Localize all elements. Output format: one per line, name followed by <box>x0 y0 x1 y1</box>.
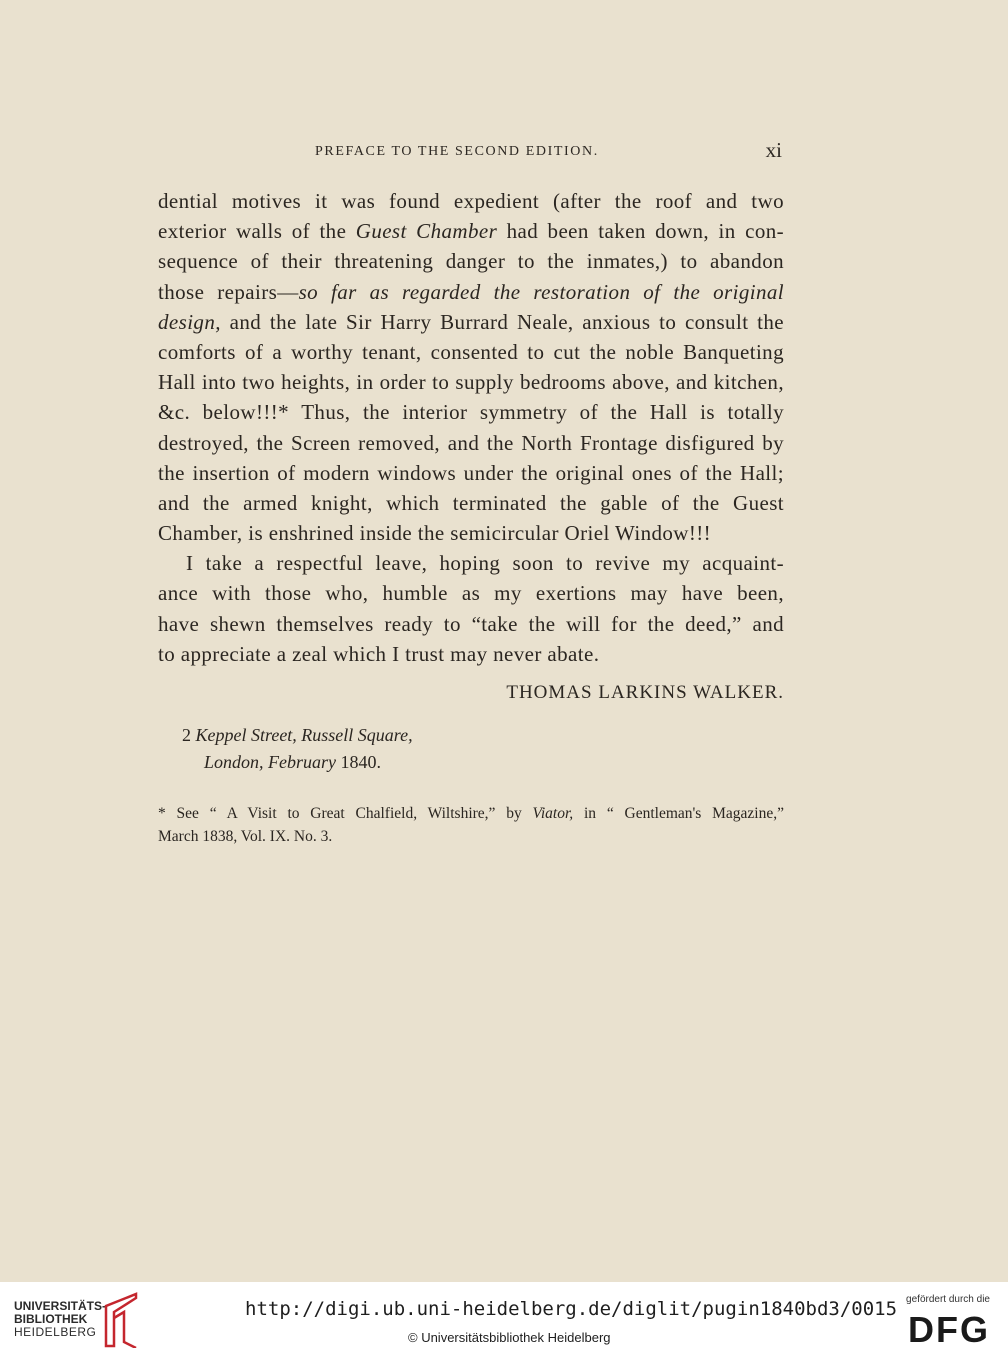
permalink-url[interactable]: http://digi.ub.uni-heidelberg.de/diglit/pugin1840bd3/0015 <box>245 1298 898 1320</box>
author-signature: THOMAS LARKINS WALKER. <box>506 682 784 703</box>
page-number: xi <box>765 138 782 162</box>
funding-note: gefördert durch die <box>906 1294 990 1305</box>
body-text <box>158 186 784 669</box>
dfg-logo: DFG <box>908 1309 990 1350</box>
emphasis: design, <box>158 309 221 334</box>
emphasis: so far as regarded the restoration of the original <box>298 279 784 304</box>
text-line: those repairs—so far as regarded the restoration of the original <box>158 279 784 304</box>
running-head-title: PREFACE TO THE SECOND EDITION. <box>315 144 599 159</box>
text-line: exterior walls of the Guest Chamber had been taken down, in con- <box>158 219 785 244</box>
text-line: &c. below!!!* Thus, the interior symmetry of the Hall is totally <box>158 400 784 425</box>
text-line: I take a respectful leave, hoping soon to revive my acquaint- <box>186 551 784 576</box>
footer-bar <box>0 1282 1008 1358</box>
library-mark-icon <box>102 1292 140 1348</box>
text-line: sequence of their threatening danger to the inmates,) to abandon <box>158 249 784 274</box>
text-line: and the armed knight, which terminated the gable of the Guest <box>158 490 784 515</box>
funder-logo[interactable] <box>890 1294 990 1354</box>
text-line: Chamber, is enshrined inside the semicircular Oriel Window!!! <box>158 521 712 546</box>
text-line: Hall into two heights, in order to supply bedrooms above, and kitchen, <box>158 370 784 395</box>
text-line: have shewn themselves ready to “take the will for the deed,” and <box>158 611 784 636</box>
text-line: comforts of a worthy tenant, consented to cut the noble Banqueting <box>158 339 784 364</box>
text-line: design, and the late Sir Harry Burrard Neale, anxious to consult the <box>158 309 784 334</box>
address-dateline: 2 Keppel Street, Russell Square, London, February 1840. <box>182 725 413 772</box>
text-line: to appreciate a zeal which I trust may never abate. <box>158 641 600 666</box>
emphasis: Guest Chamber <box>355 219 498 244</box>
library-logo[interactable]: UNIVERSITÄTS- BIBLIOTHEK HEIDELBERG <box>14 1300 144 1350</box>
running-head <box>158 138 784 166</box>
text-line: destroyed, the Screen removed, and the North Frontage disfigured by <box>158 430 784 455</box>
text-line: dential motives it was found expedient (after the roof and two <box>158 189 784 213</box>
footnote: * See “ A Visit to Great Chalfield, Wiltshire,” by Viator, in “ Gentleman's Magazine,” March 1838, Vol. IX. No. 3. <box>158 805 784 845</box>
copyright-notice: © Universitätsbibliothek Heidelberg <box>408 1330 611 1345</box>
text-line: the insertion of modern windows under the original ones of the Hall; <box>158 460 784 485</box>
text-line: ance with those who, humble as my exertions may have been, <box>158 581 784 606</box>
